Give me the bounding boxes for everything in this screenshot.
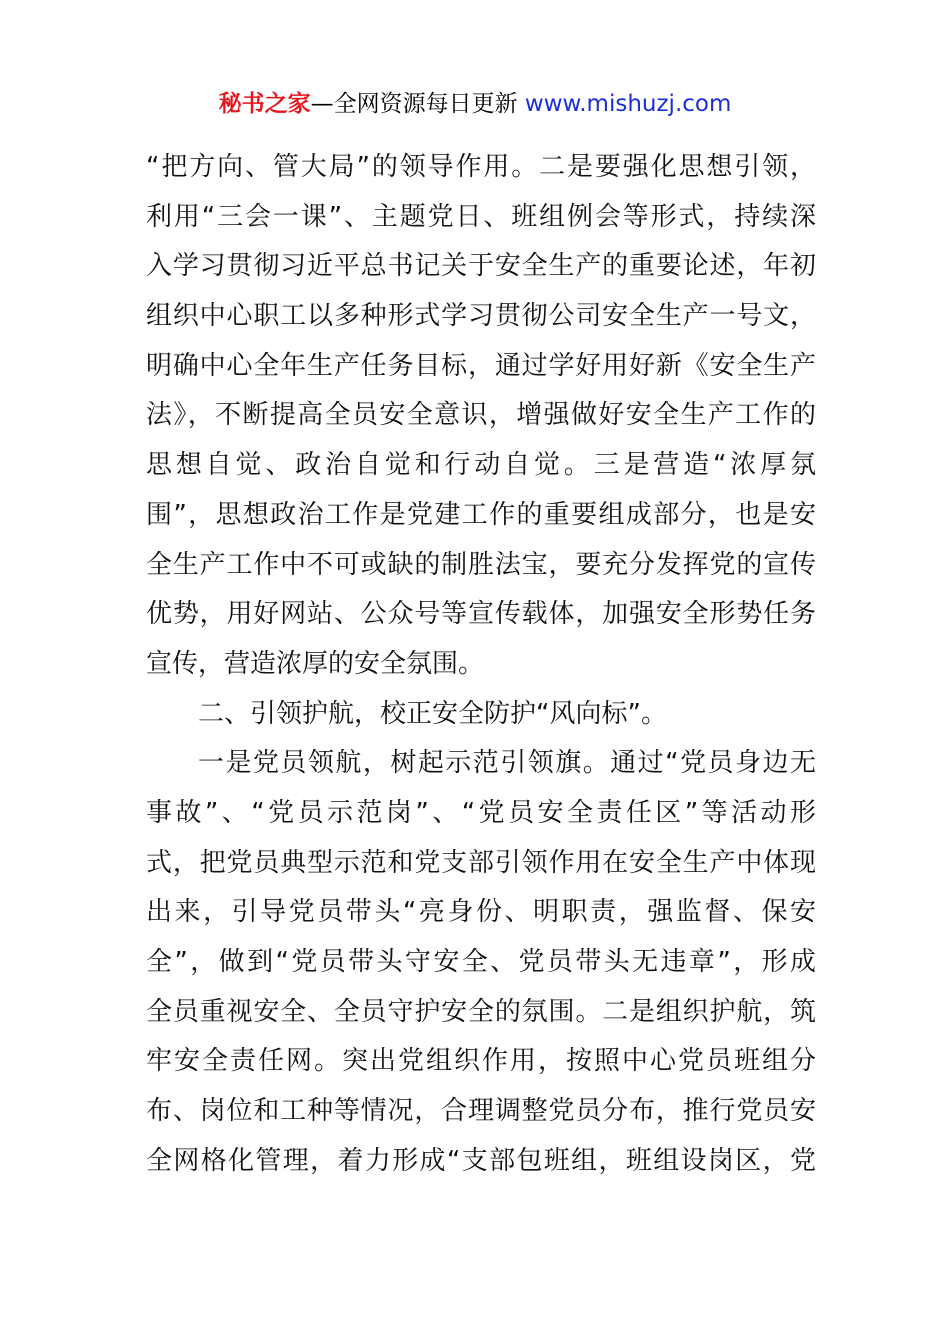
paragraph-end-line: 宣传，营造浓厚的安全氛围。 — [146, 648, 485, 679]
text-line: 全网格化管理，着力形成“支部包班组，班组设岗区，党 — [146, 1145, 816, 1176]
paragraph-start-line: 一是党员领航，树起示范引领旗。通过“党员身边无 — [198, 748, 816, 779]
text-line: 全员重视安全、全员守护安全的氛围。二是组织护航，筑 — [146, 996, 816, 1027]
text-line: 全”，做到“党员带头守安全、党员带头无违章”，形成 — [146, 947, 816, 977]
website-link[interactable]: www.mishuzj.com — [524, 91, 732, 117]
text-line: 式，把党员典型示范和党支部引领作用在安全生产中体现 — [146, 847, 816, 878]
text-line: 法》，不断提高全员安全意识，增强做好安全生产工作的 — [146, 400, 816, 431]
document-body — [146, 143, 816, 1186]
text-line: 布、岗位和工种等情况，合理调整党员分布，推行党员安 — [146, 1096, 816, 1127]
text-line: 围”，思想政治工作是党建工作的重要组成部分，也是安 — [146, 499, 816, 530]
text-line: 组织中心职工以多种形式学习贯彻公司安全生产一号文， — [146, 301, 816, 332]
text-line: 全生产工作中不可或缺的制胜法宝，要充分发挥党的宣传 — [146, 549, 816, 580]
text-line: 利用“三会一课”、主题党日、班组例会等形式，持续深 — [146, 201, 816, 232]
brand-name: 秘书之家 — [218, 91, 311, 117]
text-line: 思想自觉、政治自觉和行动自觉。三是营造“浓厚氛 — [146, 450, 816, 481]
text-line: 牢安全责任网。突出党组织作用，按照中心党员班组分 — [146, 1046, 816, 1077]
text-line: 明确中心全年生产任务目标，通过学好用好新《安全生产 — [146, 350, 816, 381]
text-line: “把方向、管大局”的领导作用。二是要强化思想引领， — [146, 152, 816, 182]
section-heading: 二、引领护航，校正安全防护“风向标”。 — [198, 698, 667, 729]
text-line: 事故”、“党员示范岗”、“党员安全责任区”等活动形 — [146, 797, 816, 828]
header-tagline: —全网资源每日更新 — [310, 91, 525, 117]
text-line: 入学习贯彻习近平总书记关于安全生产的重要论述，年初 — [146, 251, 816, 282]
text-line: 优势，用好网站、公众号等宣传载体，加强安全形势任务 — [146, 599, 816, 630]
page-header — [0, 88, 950, 120]
text-line: 出来，引导党员带头“亮身份、明职责，强监督、保安 — [146, 897, 816, 928]
